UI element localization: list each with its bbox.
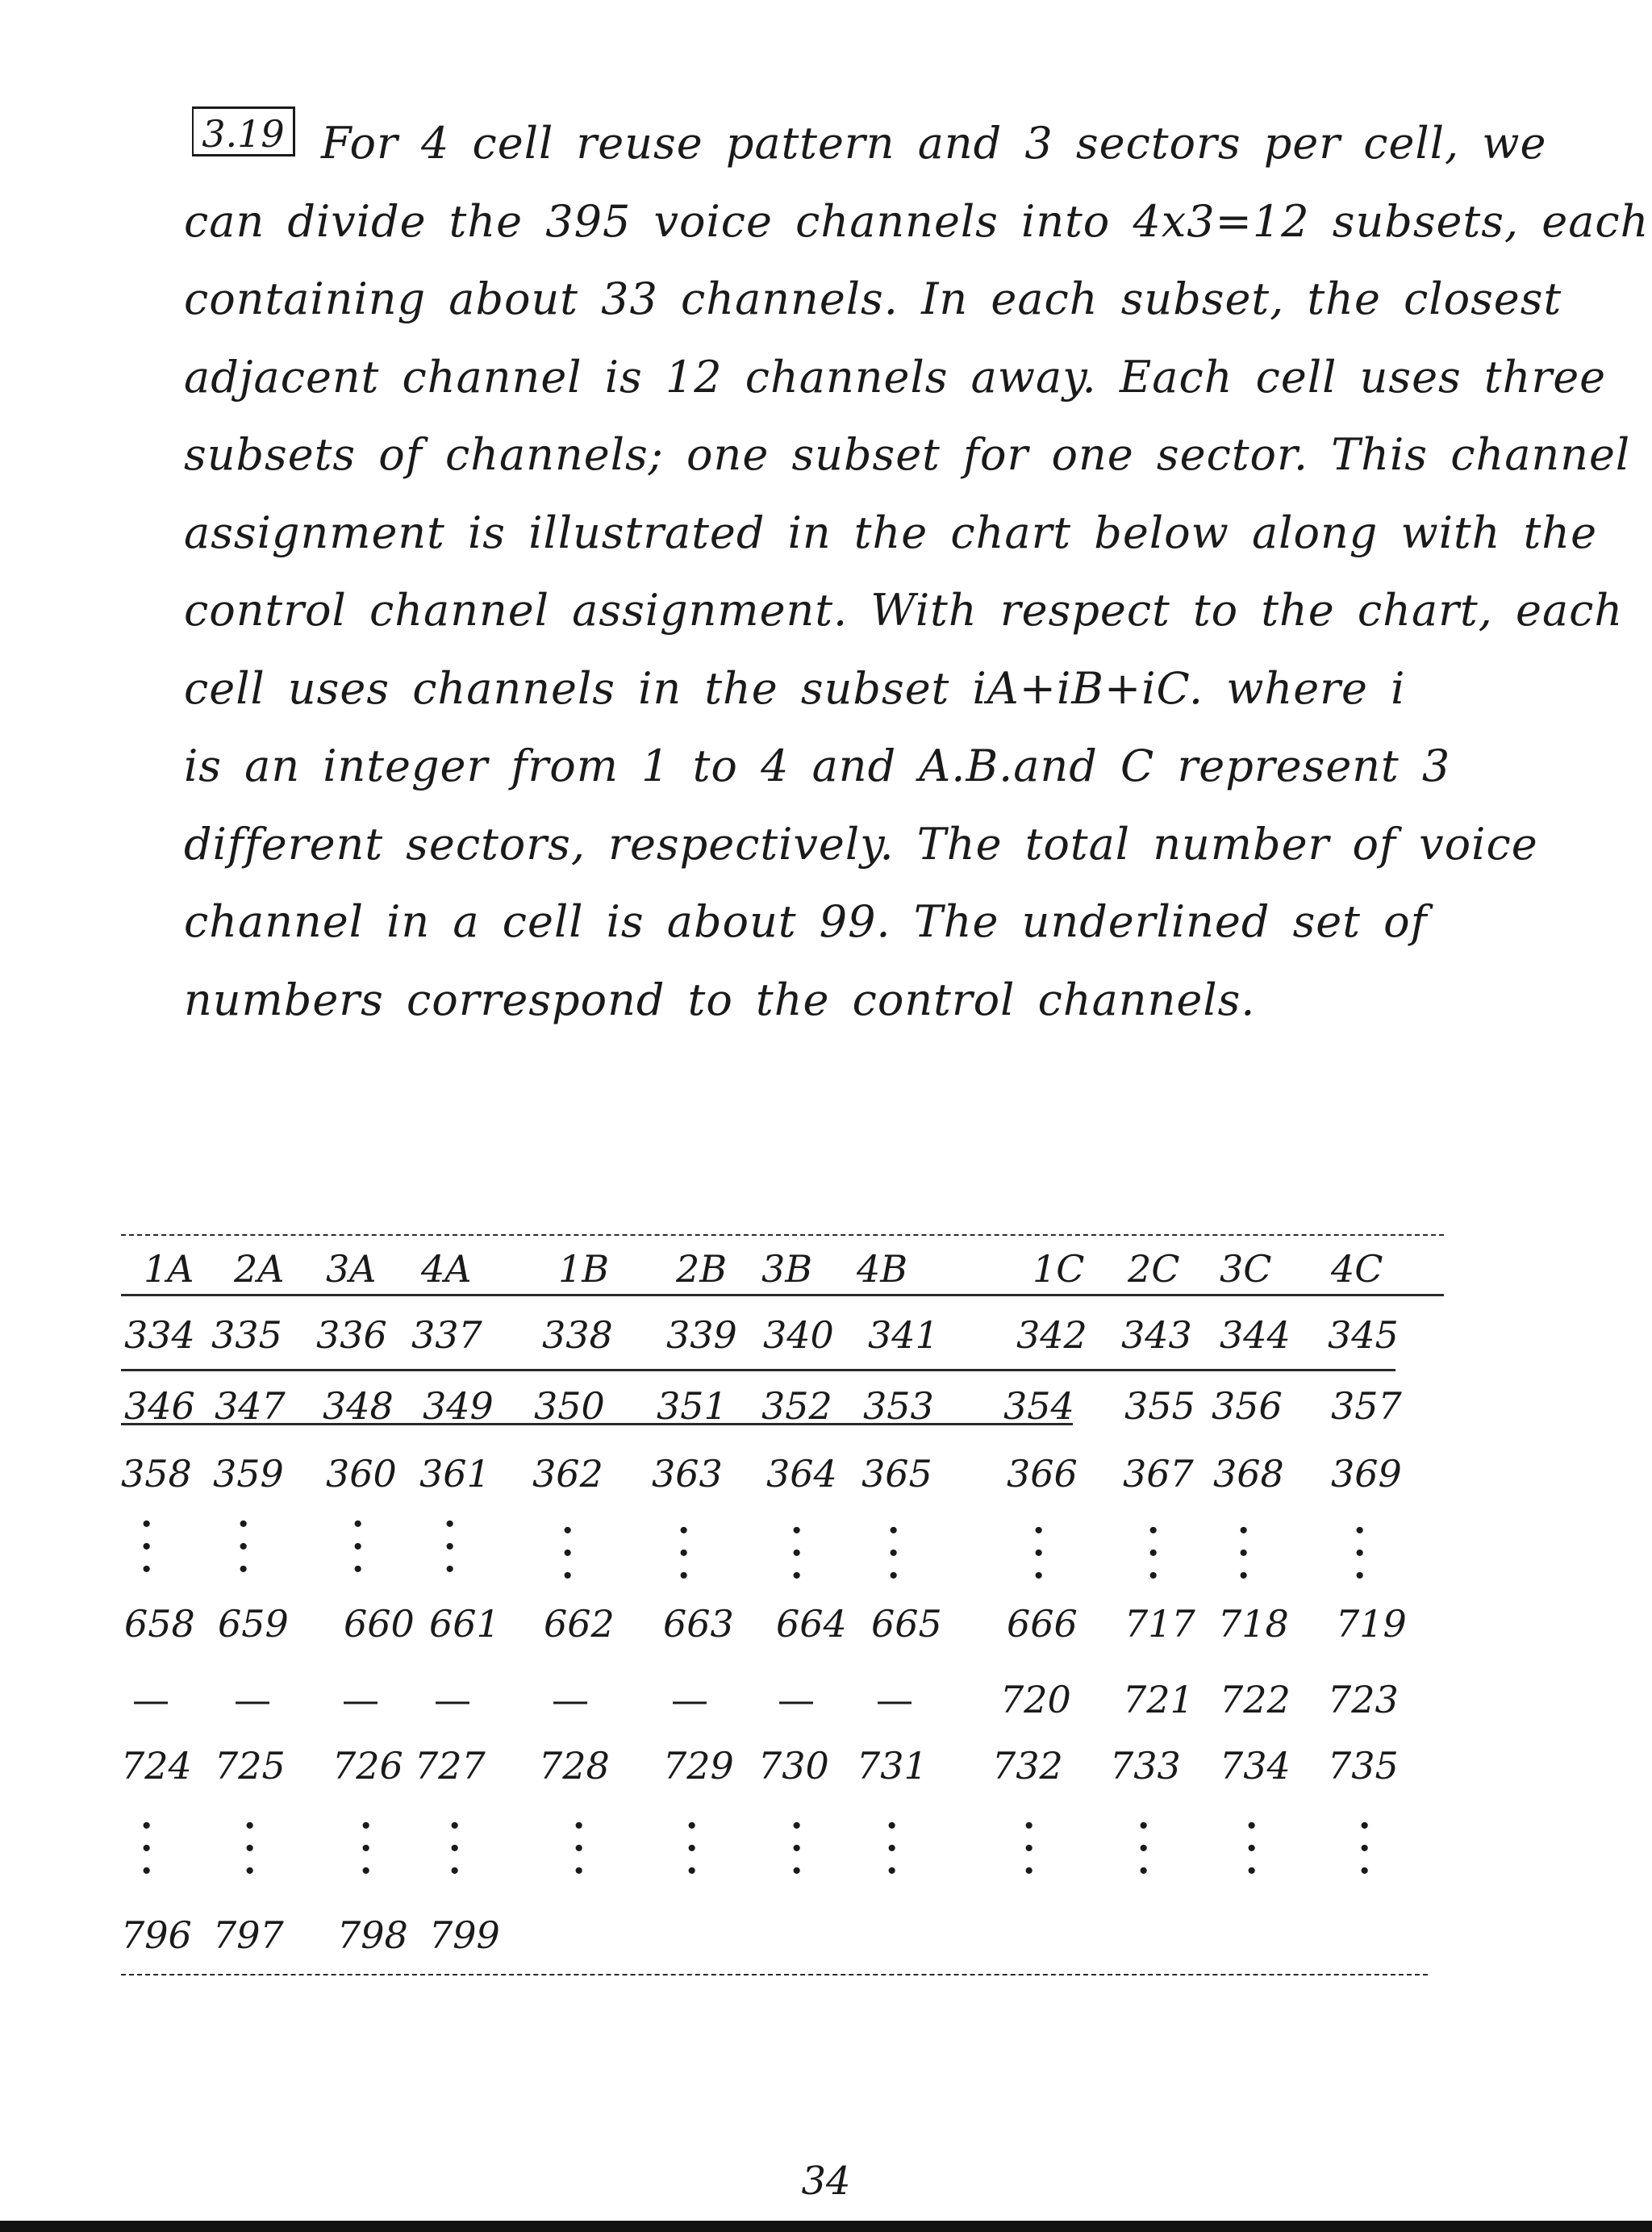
table-cell: 336 [316, 1313, 387, 1357]
table-cell: 664 [776, 1602, 847, 1646]
vertical-ellipsis: · · · [887, 1510, 900, 1596]
table-cell: 662 [544, 1602, 615, 1646]
table-cell: 367 [1123, 1452, 1194, 1496]
table-row [0, 1378, 1652, 1434]
table-cell: 339 [666, 1313, 737, 1357]
vertical-ellipsis: · · · [886, 1805, 899, 1892]
table-cell: 362 [532, 1452, 603, 1496]
table-cell: 723 [1328, 1678, 1399, 1721]
table-cell: 719 [1336, 1602, 1407, 1646]
table-cell: 366 [1007, 1452, 1078, 1496]
table-cell: 351 [657, 1384, 728, 1428]
empty-dash: — [876, 1678, 913, 1721]
table-cell: 717 [1124, 1602, 1195, 1646]
table-cell: 661 [429, 1602, 500, 1646]
table-cell: 799 [429, 1913, 500, 1957]
table-cell: 337 [411, 1313, 482, 1357]
table-cell: 345 [1328, 1313, 1399, 1357]
empty-dash: — [342, 1678, 379, 1721]
table-cell: 725 [215, 1744, 286, 1788]
table-cell: 726 [332, 1744, 403, 1788]
table-cell: 335 [211, 1313, 282, 1357]
text-line: channel in a cell is about 99. The underlined set of [184, 896, 1428, 947]
column-header: 3B [761, 1247, 813, 1291]
table-cell: 350 [534, 1384, 605, 1428]
table-cell: 356 [1212, 1384, 1283, 1428]
table-top-rule [121, 1234, 1444, 1236]
text-line: different sectors, respectively. The total number of voice [184, 818, 1538, 870]
text-line: numbers correspond to the control channels. [184, 974, 1256, 1025]
table-row-ellipsis [0, 1799, 1652, 1892]
table-cell: 363 [652, 1452, 723, 1496]
table-cell: 357 [1331, 1384, 1402, 1428]
table-cell: 344 [1220, 1313, 1291, 1357]
table-row [0, 1671, 1652, 1728]
table-cell: 341 [868, 1313, 939, 1357]
text-line: cell uses channels in the subset iA+iB+iC. where i [184, 662, 1406, 714]
vertical-ellipsis: · · · [140, 1504, 153, 1590]
empty-dash: — [778, 1678, 815, 1721]
table-cell: 347 [215, 1384, 286, 1428]
table-bottom-rule [121, 1974, 1428, 1975]
text-line: is an integer from 1 to 4 and A.B.and C represent 3 [184, 741, 1451, 791]
table-cell: 798 [337, 1913, 408, 1957]
table-cell: 343 [1121, 1313, 1192, 1357]
vertical-ellipsis: · · · [1237, 1510, 1250, 1596]
empty-dash: — [552, 1678, 589, 1721]
vertical-ellipsis: · · · [237, 1504, 250, 1590]
table-row [0, 1907, 1652, 1963]
empty-dash: — [434, 1678, 471, 1721]
column-header: 4B [857, 1247, 908, 1291]
table-cell: 663 [663, 1602, 734, 1646]
text-line: control channel assignment. With respect to the chart, each [184, 585, 1624, 636]
table-cell: 718 [1218, 1602, 1289, 1646]
table-cell: 359 [213, 1452, 284, 1496]
table-cell: 660 [344, 1602, 415, 1646]
column-header: 4A [421, 1247, 472, 1291]
table-row [0, 1446, 1652, 1502]
vertical-ellipsis: · · · [791, 1510, 803, 1596]
vertical-ellipsis: · · · [448, 1805, 461, 1892]
table-cell: 360 [326, 1452, 397, 1496]
empty-dash: — [132, 1678, 169, 1721]
table-cell: 348 [323, 1384, 394, 1428]
vertical-ellipsis: · · · [686, 1805, 699, 1892]
text-line: subsets of channels; one subset for one sector. This channel [184, 429, 1631, 480]
vertical-ellipsis: · · · [561, 1510, 574, 1596]
vertical-ellipsis: · · · [244, 1805, 257, 1892]
table-cell: 734 [1220, 1744, 1291, 1788]
column-header: 3C [1220, 1247, 1272, 1291]
empty-dash: — [671, 1678, 708, 1721]
page-number: 34 [801, 2159, 851, 2204]
table-cell: 349 [423, 1384, 494, 1428]
table-cell: 354 [1003, 1384, 1074, 1428]
text-line: For 4 cell reuse pattern and 3 sectors per cell, we [321, 118, 1547, 169]
table-cell: 797 [213, 1913, 284, 1957]
table-cell: 355 [1124, 1384, 1195, 1428]
vertical-ellipsis: · · · [140, 1805, 153, 1892]
table-cell: 733 [1110, 1744, 1181, 1788]
table-cell: 722 [1220, 1678, 1291, 1721]
table-header-row [0, 1241, 1652, 1297]
scan-bottom-edge [0, 2221, 1652, 2232]
text-line: assignment is illustrated in the chart below along with the [184, 507, 1598, 558]
column-header: 2A [234, 1247, 285, 1291]
table-cell: 724 [121, 1744, 192, 1788]
table-cell: 730 [758, 1744, 829, 1788]
column-header: 1C [1032, 1247, 1085, 1291]
table-cell: 364 [766, 1452, 837, 1496]
table-cell: 368 [1213, 1452, 1284, 1496]
table-cell: 342 [1016, 1313, 1087, 1357]
text-line: adjacent channel is 12 channels away. Each cell uses three [184, 351, 1607, 403]
table-row [0, 1738, 1652, 1794]
vertical-ellipsis: · · · [352, 1504, 365, 1590]
table-cell: 729 [663, 1744, 734, 1788]
table-cell: 721 [1123, 1678, 1194, 1721]
table-cell: 352 [761, 1384, 832, 1428]
vertical-ellipsis: · · · [1147, 1510, 1160, 1596]
vertical-ellipsis: · · · [1354, 1510, 1366, 1596]
table-cell: 353 [863, 1384, 934, 1428]
table-cell: 658 [124, 1602, 195, 1646]
control-row-underline [121, 1369, 1395, 1371]
vertical-ellipsis: · · · [1032, 1510, 1045, 1596]
text-line: containing about 33 channels. In each subset, the closest [184, 273, 1562, 324]
table-row [0, 1307, 1652, 1363]
table-row-ellipsis [0, 1504, 1652, 1596]
table-cell: 358 [121, 1452, 192, 1496]
column-header: 2B [676, 1247, 728, 1291]
vertical-ellipsis: · · · [1358, 1805, 1371, 1892]
table-cell: 346 [124, 1384, 195, 1428]
vertical-ellipsis: · · · [360, 1805, 373, 1892]
vertical-ellipsis: · · · [791, 1805, 803, 1892]
problem-text [184, 105, 1650, 1039]
table-cell: 720 [1000, 1678, 1071, 1721]
vertical-ellipsis: · · · [444, 1504, 457, 1590]
column-header: 2C [1128, 1247, 1180, 1291]
table-cell: 732 [992, 1744, 1063, 1788]
column-header: 4C [1331, 1247, 1383, 1291]
text-line: can divide the 395 voice channels into 4x3=12 subsets, each [184, 195, 1650, 247]
table-cell: 659 [218, 1602, 289, 1646]
table-cell: 365 [861, 1452, 932, 1496]
table-row [0, 1596, 1652, 1652]
table-cell: 369 [1331, 1452, 1402, 1496]
table-cell: 728 [539, 1744, 610, 1788]
table-cell: 361 [419, 1452, 490, 1496]
table-cell: 666 [1007, 1602, 1078, 1646]
table-cell: 334 [124, 1313, 195, 1357]
table-cell: 340 [763, 1313, 834, 1357]
empty-dash: — [234, 1678, 271, 1721]
table-cell: 727 [415, 1744, 486, 1788]
table-cell: 338 [542, 1313, 613, 1357]
problem-number-box: 3.19 [192, 106, 295, 156]
column-header: 1A [144, 1247, 194, 1291]
vertical-ellipsis: · · · [573, 1805, 586, 1892]
vertical-ellipsis: · · · [1245, 1805, 1258, 1892]
table-cell: 796 [121, 1913, 192, 1957]
table-cell: 735 [1328, 1744, 1399, 1788]
table-cell: 665 [871, 1602, 942, 1646]
column-header: 3A [326, 1247, 377, 1291]
vertical-ellipsis: · · · [1023, 1805, 1036, 1892]
column-header: 1B [558, 1247, 610, 1291]
table-cell: 731 [857, 1744, 928, 1788]
vertical-ellipsis: · · · [1137, 1805, 1150, 1892]
vertical-ellipsis: · · · [678, 1510, 690, 1596]
